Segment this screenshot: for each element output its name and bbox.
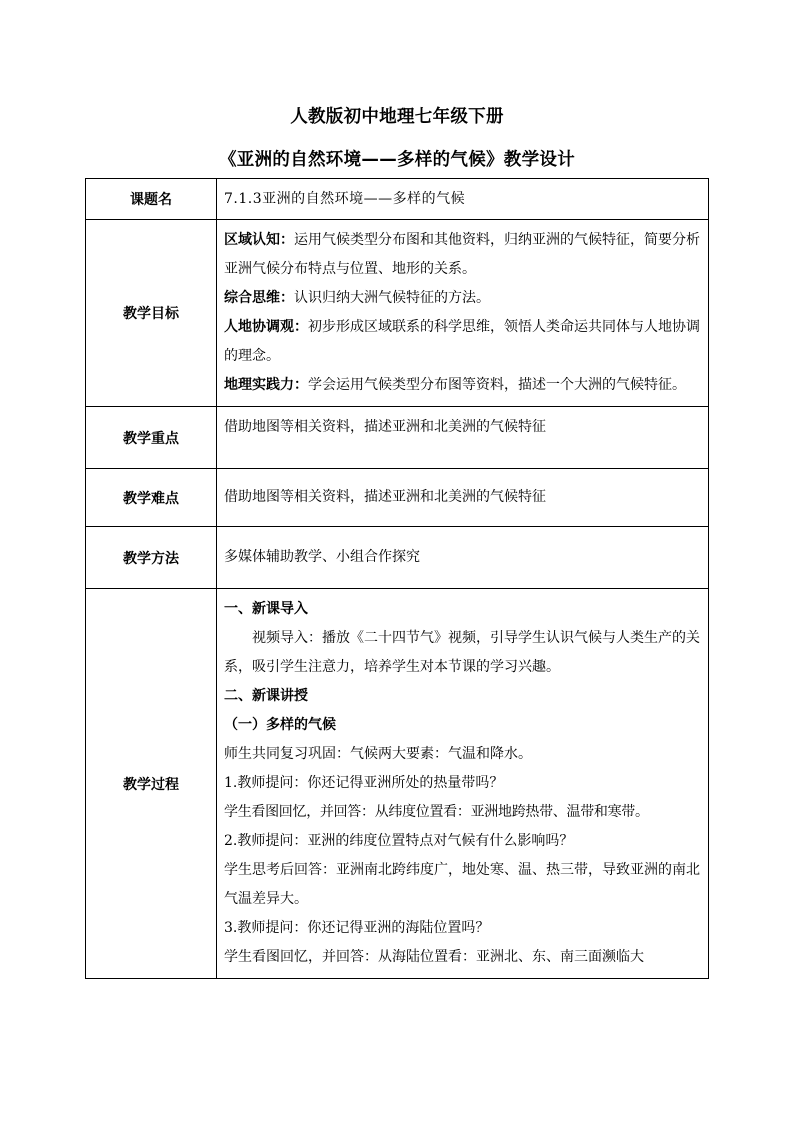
row-label-difficulties: 教学难点 <box>86 469 217 527</box>
process-line: 师生共同复习巩固：气候两大要素：气温和降水。 <box>224 746 532 762</box>
process-line: 3.教师提问：你还记得亚洲的海陆位置吗？ <box>224 920 490 936</box>
row-label-methods: 教学方法 <box>86 527 217 589</box>
process-heading: 一、新课导入 <box>224 601 308 617</box>
document-title: 人教版初中地理七年级下册 <box>290 107 504 127</box>
lesson-plan-table <box>85 178 709 979</box>
process-line: 学生看图回忆，并回答：从纬度位置看：亚洲地跨热带、温带和寒带。 <box>224 804 649 820</box>
process-line: 学生看图回忆，并回答：从海陆位置看：亚洲北、东、南三面濒临大 <box>224 949 644 965</box>
process-heading: 二、新课讲授 <box>224 688 308 704</box>
row-label-goals: 教学目标 <box>86 220 217 407</box>
goal-item: 人地协调观：初步形成区域联系的科学思维，领悟人类命运共同体与人地协调的理念。 <box>224 319 700 364</box>
table-row-goals <box>86 220 709 407</box>
goal-item: 区域认知：运用气候类型分布图和其他资料，归纳亚洲的气候特征，简要分析亚洲气候分布特点与位置、地形的关系。 <box>224 232 700 277</box>
row-label-topic: 课题名 <box>86 179 217 220</box>
key-points-value: 借助地图等相关资料，描述亚洲和北美洲的气候特征 <box>217 407 709 469</box>
process-subheading: （一）多样的气候 <box>224 717 336 733</box>
table-row-key-points <box>86 407 709 469</box>
goal-item: 地理实践力：学会运用气候类型分布图等资料，描述一个大洲的气候特征。 <box>224 377 686 393</box>
process-line: 1.教师提问：你还记得亚洲所处的热量带吗？ <box>224 775 504 791</box>
process-line: 学生思考后回答：亚洲南北跨纬度广，地处寒、温、热三带，导致亚洲的南北气温差异大。 <box>224 862 700 907</box>
document-subtitle: 《亚洲的自然环境——多样的气候》教学设计 <box>219 150 575 170</box>
row-label-process: 教学过程 <box>86 589 217 979</box>
process-line: 2.教师提问：亚洲的纬度位置特点对气候有什么影响吗？ <box>224 833 574 849</box>
methods-value: 多媒体辅助教学、小组合作探究 <box>217 527 709 589</box>
difficulties-value: 借助地图等相关资料，描述亚洲和北美洲的气候特征 <box>217 469 709 527</box>
goal-item: 综合思维：认识归纳大洲气候特征的方法。 <box>224 290 490 306</box>
process-intro: 视频导入：播放《二十四节气》视频，引导学生认识气候与人类生产的关系，吸引学生注意力，培养学生对本节课的学习兴趣。 <box>224 630 700 675</box>
topic-value: 7.1.3亚洲的自然环境——多样的气候 <box>224 191 466 207</box>
table-row-methods <box>86 527 709 589</box>
row-label-key-points: 教学重点 <box>86 407 217 469</box>
process-cell <box>217 589 709 979</box>
goals-cell <box>217 220 709 407</box>
table-row-topic <box>86 179 709 220</box>
table-row-difficulties <box>86 469 709 527</box>
table-row-process <box>86 589 709 979</box>
